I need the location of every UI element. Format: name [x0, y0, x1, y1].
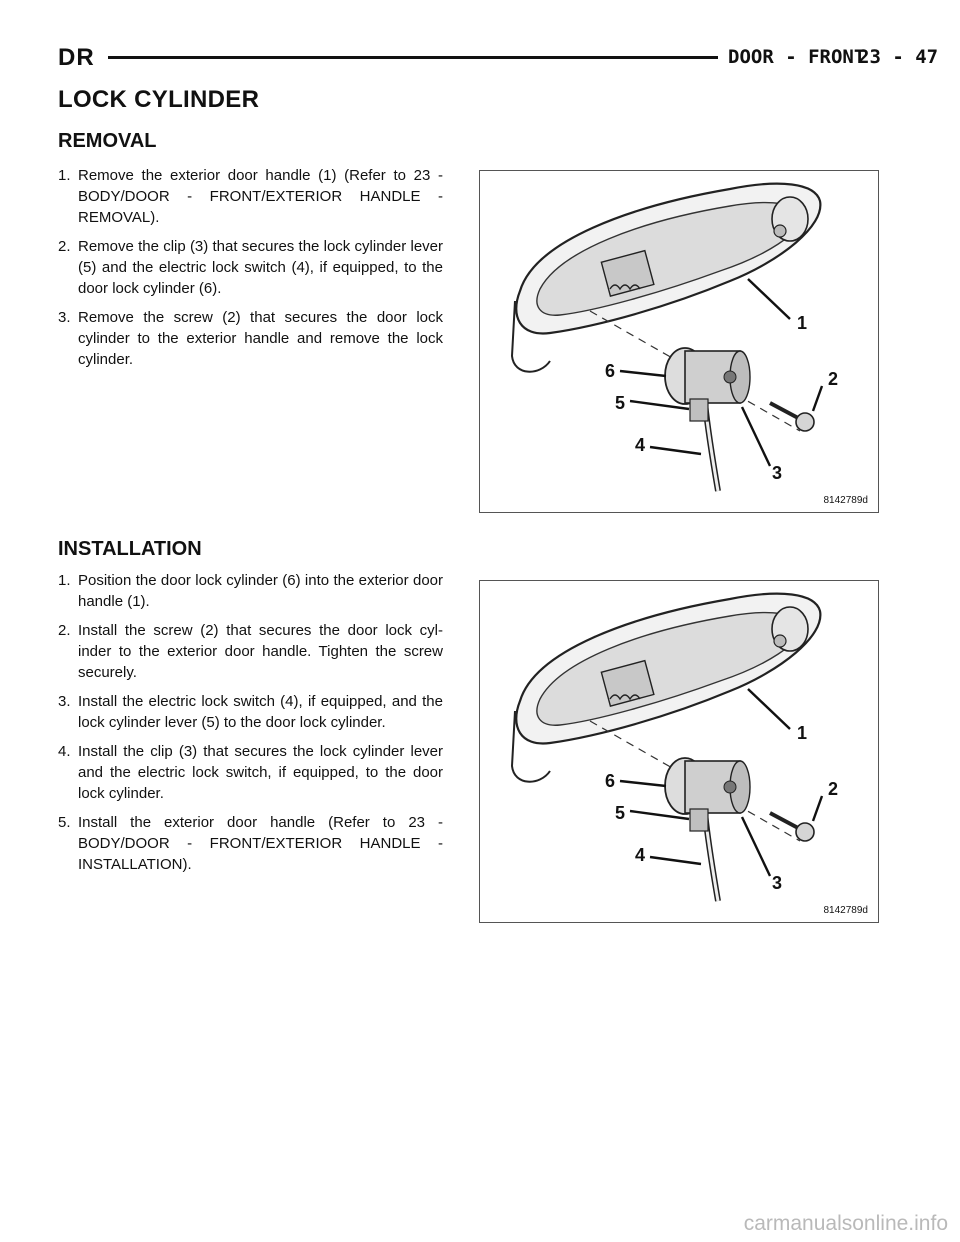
callout-3: 3 — [771, 873, 783, 893]
step-text: Install the screw (2) that secures the door lock cyl-inder to the exterior door handle. Tighten the screw securely. — [78, 622, 443, 681]
removal-step — [58, 236, 443, 299]
step-number: 1. — [58, 167, 71, 184]
header-model: DR — [58, 44, 95, 71]
callout-3: 3 — [771, 463, 783, 483]
step-number: 3. — [58, 309, 71, 326]
installation-step — [58, 741, 443, 804]
removal-steps — [58, 165, 443, 378]
callout-6: 6 — [604, 361, 616, 381]
callout-1: 1 — [796, 313, 808, 333]
screw-head — [796, 413, 814, 431]
step-text: Install the clip (3) that secures the lock cylinder lever and the electric lock switch, if equipped, to the door lock cylinder. — [78, 743, 443, 802]
lock-cylinder-illustration — [480, 171, 878, 512]
step-text: Install the electric lock switch (4), if equipped, and the lock cylinder lever (5) to the door lock cylinder. — [78, 693, 443, 731]
step-text: Remove the screw (2) that secures the door lock cylinder to the exterior handle and remove the lock cylinder. — [78, 309, 443, 368]
installation-steps — [58, 570, 443, 883]
step-number: 2. — [58, 238, 71, 255]
header-page-number: 23 - 47 — [858, 46, 939, 68]
callout-5: 5 — [614, 803, 626, 823]
callout-1: 1 — [796, 723, 808, 743]
step-number: 1. — [58, 572, 71, 589]
removal-heading: REMOVAL — [58, 130, 157, 152]
installation-figure — [479, 580, 879, 923]
installation-step — [58, 691, 443, 733]
page-title: LOCK CYLINDER — [58, 86, 260, 113]
step-number: 2. — [58, 622, 71, 639]
callout-5: 5 — [614, 393, 626, 413]
figure-id: 8142789d — [823, 495, 868, 506]
callout-2: 2 — [827, 369, 839, 389]
callout-6: 6 — [604, 771, 616, 791]
cylinder-keyway — [724, 371, 736, 383]
removal-figure — [479, 170, 879, 513]
step-number: 5. — [58, 814, 71, 831]
installation-heading: INSTALLATION — [58, 538, 202, 560]
removal-step — [58, 165, 443, 228]
header-rule — [108, 56, 718, 59]
step-text: Remove the clip (3) that secures the lock cylinder lever (5) and the electric lock switch (4), if equipped, to the door lock cylinder (6). — [78, 238, 443, 297]
screw-head — [796, 823, 814, 841]
step-text: Position the door lock cylinder (6) into the exterior door handle (1). — [78, 572, 443, 610]
site-watermark: carmanualsonline.info — [743, 1212, 948, 1235]
step-text: Install the exterior door handle (Refer to 23 - BODY/DOOR - FRONT/EXTERIOR HANDLE - INSTALLATION). — [78, 814, 443, 873]
header-section: DOOR - FRONT — [728, 46, 866, 68]
step-number: 3. — [58, 693, 71, 710]
callout-4: 4 — [634, 435, 646, 455]
page-header — [58, 40, 939, 74]
cylinder-keyway — [724, 781, 736, 793]
callout-4: 4 — [634, 845, 646, 865]
step-number: 4. — [58, 743, 71, 760]
lock-cylinder-illustration — [480, 581, 878, 922]
installation-step — [58, 620, 443, 683]
installation-step — [58, 812, 443, 875]
step-text: Remove the exterior door handle (1) (Refer to 23 - BODY/DOOR - FRONT/EXTERIOR HANDLE - REMOVAL). — [78, 167, 443, 226]
lever-clip — [690, 399, 708, 421]
installation-step — [58, 570, 443, 612]
lever-clip — [690, 809, 708, 831]
callout-2: 2 — [827, 779, 839, 799]
figure-id: 8142789d — [823, 905, 868, 916]
removal-step — [58, 307, 443, 370]
boss-stud — [774, 635, 786, 647]
boss-stud — [774, 225, 786, 237]
